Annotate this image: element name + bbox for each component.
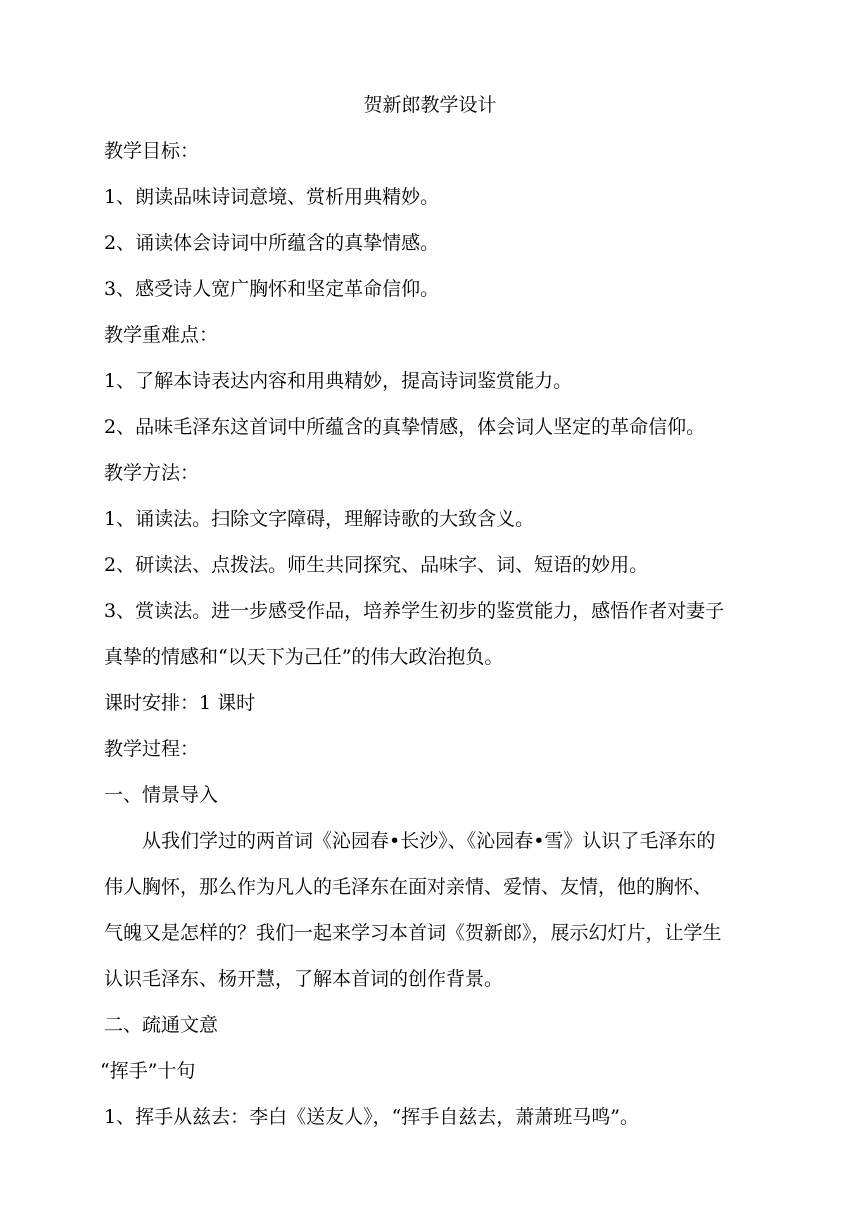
section-1-heading: 一、情景导入: [104, 784, 219, 806]
method-item-2: 2、研读法、点拨法。师生共同探究、品味字、词、短语的妙用。: [104, 554, 649, 576]
goal-item-2: 2、诵读体会诗词中所蕴含的真挚情感。: [104, 232, 440, 254]
intro-paragraph-line-4: 认识毛泽东、杨开慧，了解本首词的创作背景。: [104, 968, 504, 990]
heading-key-points: 教学重难点：: [104, 324, 219, 346]
class-hours: 课时安排：1 课时: [104, 692, 256, 714]
annotation-item-1: 1、挥手从兹去：李白《送友人》，“挥手自兹去，萧萧班马鸣”。: [104, 1106, 640, 1128]
goal-item-3: 3、感受诗人宽广胸怀和坚定革命信仰。: [104, 278, 440, 300]
heading-teaching-methods: 教学方法：: [104, 462, 200, 484]
method-item-3-line-2: 真挚的情感和“以天下为己任”的伟大政治抱负。: [104, 646, 504, 668]
document-title: 贺新郎教学设计: [363, 94, 497, 116]
intro-paragraph-line-3: 气魄又是怎样的？我们一起来学习本首词《贺新郎》，展示幻灯片，让学生: [104, 922, 722, 944]
key-point-item-1: 1、了解本诗表达内容和用典精妙，提高诗词鉴赏能力。: [104, 370, 573, 392]
heading-teaching-goals: 教学目标：: [104, 140, 200, 162]
method-item-1: 1、诵读法。扫除文字障碍，理解诗歌的大致含义。: [104, 508, 535, 530]
heading-teaching-process: 教学过程：: [104, 738, 200, 760]
intro-paragraph-line-2: 伟人胸怀，那么作为凡人的毛泽东在面对亲情、爱情、友情，他的胸怀、: [104, 876, 713, 898]
goal-item-1: 1、朗读品味诗词意境、赏析用典精妙。: [104, 186, 440, 208]
subsection-heading: “挥手”十句: [100, 1060, 196, 1082]
key-point-item-2: 2、品味毛泽东这首词中所蕴含的真挚情感，体会词人坚定的革命信仰。: [104, 416, 706, 438]
intro-paragraph-line-1: 从我们学过的两首词《沁园春•长沙》、《沁园春•雪》认识了毛泽东的: [142, 830, 716, 852]
method-item-3-line-1: 3、赏读法。进一步感受作品，培养学生初步的鉴赏能力，感悟作者对妻子: [104, 600, 725, 622]
section-2-heading: 二、疏通文意: [104, 1014, 219, 1036]
